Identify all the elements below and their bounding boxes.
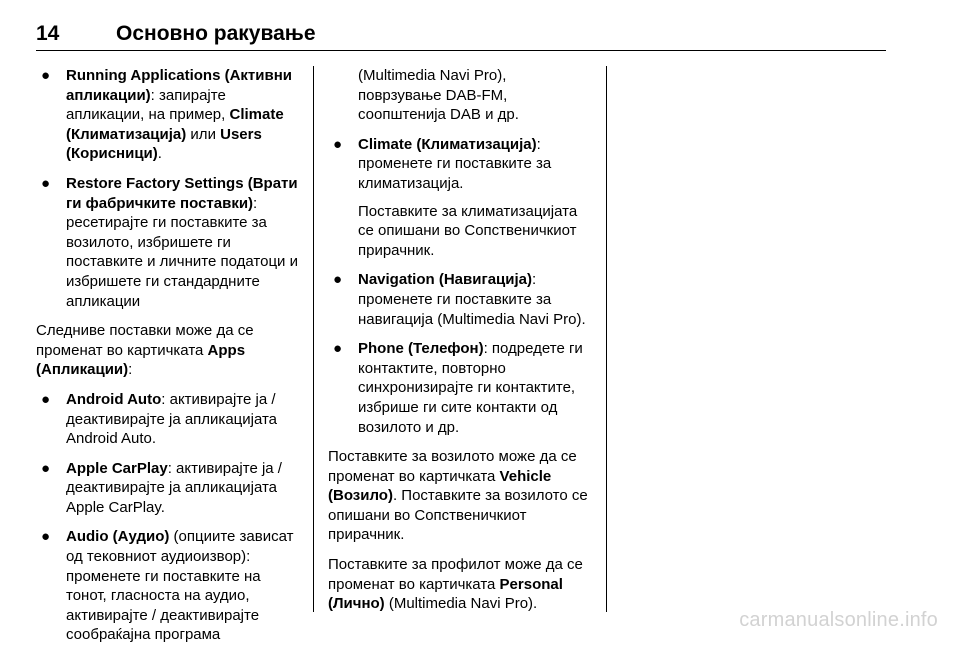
item-text: или (186, 125, 221, 143)
bullet-icon: ● (333, 135, 343, 153)
item-text: : ресетирајте ги поставките за возилото, избришете ги поставките и личните податоци и избришете ги стандардните апликации (66, 194, 298, 310)
item-term: Navigation (Навигација) (358, 271, 532, 289)
settings-list-top (36, 66, 300, 311)
bullet-icon: ● (333, 271, 343, 289)
bullet-icon: ● (41, 174, 51, 192)
item-term: Audio (Аудио) (66, 528, 170, 546)
column-1 (36, 66, 300, 655)
watermark: carmanualsonline.info (739, 609, 938, 631)
item-term: Apple CarPlay (66, 459, 168, 477)
item-subtext: Поставките за климатизацијата се опишани во Сопственичкиот прирачник. (358, 202, 578, 259)
bullet-icon: ● (41, 528, 51, 546)
item-text: : променете ги поставките за навигација (Multimedia Navi Pro). (358, 271, 586, 328)
list-item-running-applications (36, 66, 300, 164)
continuation-text: (Multimedia Navi Pro), поврзување DAB-FM, соопштенија DAB и др. (358, 67, 519, 124)
item-text: . (157, 145, 162, 163)
bullet-icon: ● (41, 390, 51, 408)
page-header (36, 20, 886, 51)
paragraph-vehicle-tab: Поставките за возилото може да се променат во картичката Vehicle (Возило). Поставките за возилото се опишани во Сопственичкиот прирачник. (328, 448, 588, 544)
column-divider-left (313, 66, 314, 612)
item-term: Android Auto (66, 390, 162, 408)
column-divider-right (606, 66, 607, 612)
list-item-android-auto (36, 390, 300, 449)
settings-list-apps (36, 390, 300, 645)
list-item-restore-factory-settings (36, 174, 300, 311)
item-term: Restore Factory Settings (Врати ги фабричките поставки) (66, 174, 298, 212)
paragraph-apps-tab: Следниве поставки може да се променат во картичката Apps (Апликации): (36, 322, 254, 379)
list-item-navigation (328, 270, 594, 329)
bullet-icon: ● (41, 67, 51, 84)
item-term: Climate (Климатизација) (358, 135, 537, 153)
item-text: : активирајте ја / деактивирајте ја апликацијата Android Auto. (66, 390, 278, 448)
item-text: : активирајте ја / деактивирајте ја апликацијата Apple CarPlay. (66, 459, 282, 516)
list-item-climate (328, 135, 594, 261)
item-text: : подредете ги контактите, повторно синхронизирајте ги контактите, избрише ги сите контакти од возилото и др. (358, 340, 583, 436)
paragraph-personal-tab: Поставките за профилот може да се променат во картичката Personal (Лично) (Multimedia Navi Pro). (328, 556, 583, 613)
list-item-apple-carplay (36, 459, 300, 518)
item-text: : запирајте апликации, на пример, (66, 86, 230, 124)
item-term: Climate (Климатизација) (66, 106, 284, 143)
bullet-icon: ● (333, 340, 343, 358)
page-number: 14 (36, 22, 60, 45)
item-text: (опциите зависат од тековниот аудиоизвор): променете ги поставките на тонот, гласноста на аудио, активирајте / деактивирајте сообраќајна програма (66, 528, 294, 644)
column-2 (328, 66, 594, 624)
item-term: Phone (Телефон) (358, 340, 484, 358)
page-title: Основно ракување (116, 22, 316, 45)
bullet-icon: ● (41, 459, 51, 477)
item-text: : променете ги поставките за климатизација. (358, 135, 552, 192)
item-term: Users (Корисници) (66, 125, 262, 163)
list-item-phone (328, 339, 594, 437)
settings-list-more (328, 135, 594, 437)
list-item-audio (36, 527, 300, 645)
item-term: Running Applications (Активни апликации) (66, 67, 293, 104)
